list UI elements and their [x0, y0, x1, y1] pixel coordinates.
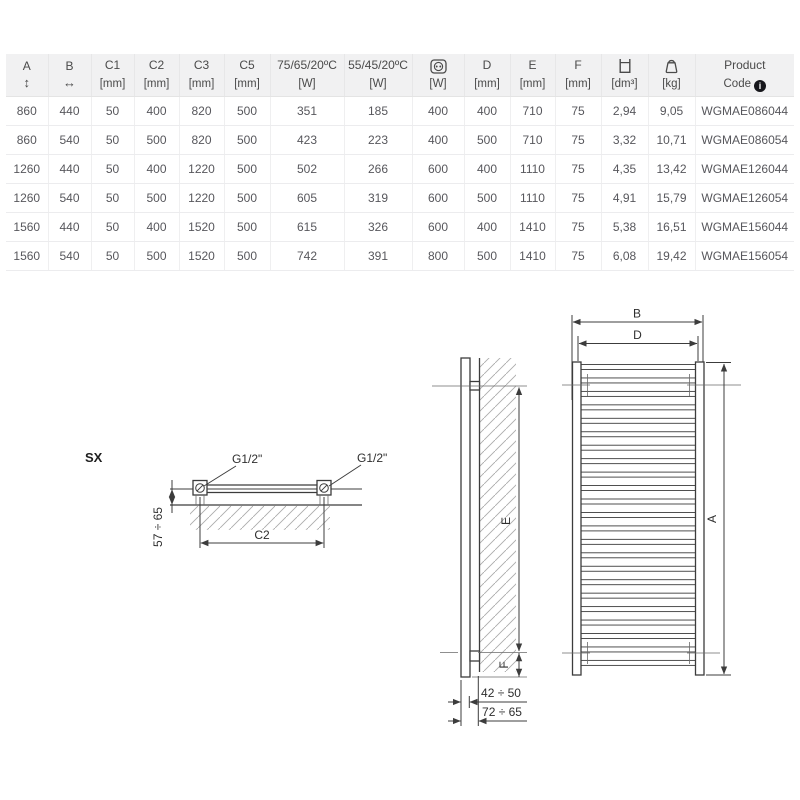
- left-rail: [573, 362, 582, 675]
- cell: 13,42: [648, 155, 695, 184]
- radiator-rung: [581, 580, 696, 585]
- wall-hatch: [480, 358, 517, 672]
- radiator-rung: [581, 634, 696, 639]
- cell: 75: [555, 213, 601, 242]
- cell: 500: [224, 97, 270, 126]
- cell: 2,94: [601, 97, 648, 126]
- cell: 540: [48, 184, 91, 213]
- a-dimension: A: [705, 514, 719, 524]
- cell: 1560: [6, 213, 48, 242]
- table-row: [6, 213, 794, 242]
- cell: 400: [134, 155, 179, 184]
- cell: 75: [555, 184, 601, 213]
- cell: 615: [270, 213, 344, 242]
- c2-dimension: C2: [254, 528, 270, 542]
- cell: 860: [6, 97, 48, 126]
- connection-size-label-right: G1/2": [357, 451, 388, 465]
- radiator-rung: [581, 526, 696, 531]
- cell: 540: [48, 126, 91, 155]
- cell: 400: [134, 97, 179, 126]
- cell: 391: [344, 242, 412, 271]
- cell: 1220: [179, 155, 224, 184]
- cell: WGMAE086054: [695, 126, 794, 155]
- cell: 19,42: [648, 242, 695, 271]
- radiator-rung: [581, 486, 696, 491]
- radiator-rung: [581, 365, 696, 370]
- cell: 50: [91, 242, 134, 271]
- radiator-rung: [581, 553, 696, 558]
- cell: 500: [134, 242, 179, 271]
- cell: 500: [464, 242, 510, 271]
- cell: 351: [270, 97, 344, 126]
- cell: 800: [412, 242, 464, 271]
- column-header-b: B ↔: [48, 54, 91, 97]
- cell: 1220: [179, 184, 224, 213]
- cell: 500: [224, 242, 270, 271]
- spec-table-container: [6, 54, 794, 271]
- radiator-rung: [581, 607, 696, 612]
- sx-label: SX: [85, 450, 103, 465]
- cell: 1260: [6, 155, 48, 184]
- cell: 3,32: [601, 126, 648, 155]
- wall-distance-dimension: 57 ÷ 65: [151, 507, 165, 547]
- cell: 1410: [510, 213, 555, 242]
- cell: 1260: [6, 184, 48, 213]
- cell: 502: [270, 155, 344, 184]
- cell: 500: [134, 126, 179, 155]
- cell: 50: [91, 97, 134, 126]
- cell: 1110: [510, 184, 555, 213]
- cell: 440: [48, 97, 91, 126]
- column-header-75-65-20-c: 75/65/20ºC [W]: [270, 54, 344, 97]
- info-icon: i: [754, 80, 766, 92]
- cell: 75: [555, 242, 601, 271]
- radiator-rung: [581, 472, 696, 477]
- radiator-rung: [581, 459, 696, 464]
- cell: 15,79: [648, 184, 695, 213]
- column-header-product: Product Code i: [695, 54, 794, 97]
- cell: 400: [464, 213, 510, 242]
- cell: 820: [179, 97, 224, 126]
- cell: 423: [270, 126, 344, 155]
- header-row: [6, 54, 794, 97]
- column-header-a: A ↕: [6, 54, 48, 97]
- radiator-rung: [581, 418, 696, 423]
- column-header-socket: [W]: [412, 54, 464, 97]
- cell: 1520: [179, 242, 224, 271]
- radiator-rung: [581, 512, 696, 517]
- wall-hatch: [190, 506, 330, 530]
- radiator-rung: [581, 620, 696, 625]
- cell: 4,91: [601, 184, 648, 213]
- cell: 440: [48, 155, 91, 184]
- cell: 4,35: [601, 155, 648, 184]
- table-header: [6, 54, 794, 97]
- cell: 400: [134, 213, 179, 242]
- cell: 710: [510, 97, 555, 126]
- cell: 75: [555, 155, 601, 184]
- cell: 1110: [510, 155, 555, 184]
- connection-size-label-left: G1/2": [232, 452, 263, 466]
- cell: 500: [224, 184, 270, 213]
- cell: 500: [224, 155, 270, 184]
- cell: WGMAE156054: [695, 242, 794, 271]
- radiator-rung: [581, 445, 696, 450]
- electric-socket-icon: [430, 59, 447, 74]
- column-header-c5: C5 [mm]: [224, 54, 270, 97]
- d-dimension: D: [633, 328, 642, 342]
- table-body: [6, 97, 794, 271]
- column-header-volume: [dm³]: [601, 54, 648, 97]
- cell: 319: [344, 184, 412, 213]
- e-dimension: E: [499, 516, 513, 526]
- column-header-e: E [mm]: [510, 54, 555, 97]
- cell: WGMAE126054: [695, 184, 794, 213]
- cell: 266: [344, 155, 412, 184]
- cell: 50: [91, 184, 134, 213]
- cell: 1560: [6, 242, 48, 271]
- cell: 500: [464, 184, 510, 213]
- column-header-c3: C3 [mm]: [179, 54, 224, 97]
- cell: 5,38: [601, 213, 648, 242]
- f-dimension: F: [497, 661, 511, 669]
- cell: 75: [555, 97, 601, 126]
- right-rail: [696, 362, 705, 675]
- cell: 50: [91, 155, 134, 184]
- water-volume-icon: [618, 58, 632, 74]
- radiator-rung: [581, 593, 696, 598]
- cell: 50: [91, 126, 134, 155]
- radiator-rung: [581, 539, 696, 544]
- cell: 1410: [510, 242, 555, 271]
- cell: WGMAE086044: [695, 97, 794, 126]
- cell: WGMAE126044: [695, 155, 794, 184]
- cell: 326: [344, 213, 412, 242]
- radiator-rung: [581, 378, 696, 383]
- cell: 742: [270, 242, 344, 271]
- cell: 400: [464, 97, 510, 126]
- column-header-c2: C2 [mm]: [134, 54, 179, 97]
- cell: 1520: [179, 213, 224, 242]
- width-arrow-icon: ↔: [63, 75, 76, 90]
- b-dimension: B: [632, 306, 642, 321]
- cell: 710: [510, 126, 555, 155]
- cell: 500: [224, 126, 270, 155]
- column-header-c1: C1 [mm]: [91, 54, 134, 97]
- radiator-rungs: [581, 365, 696, 666]
- column-header-f: F [mm]: [555, 54, 601, 97]
- radiator-rung: [581, 432, 696, 437]
- cell: 600: [412, 155, 464, 184]
- height-arrow-icon: ↕: [23, 75, 30, 90]
- cell: 400: [412, 97, 464, 126]
- cell: 16,51: [648, 213, 695, 242]
- cell: 9,05: [648, 97, 695, 126]
- cell: 500: [134, 184, 179, 213]
- radiator-rung: [581, 499, 696, 504]
- radiator-rung: [581, 391, 696, 396]
- column-header-d: D [mm]: [464, 54, 510, 97]
- table-row: [6, 97, 794, 126]
- cell: 820: [179, 126, 224, 155]
- cell: 223: [344, 126, 412, 155]
- radiator-side-profile: [461, 358, 470, 677]
- cell: 10,71: [648, 126, 695, 155]
- table-row: [6, 242, 794, 271]
- cell: 50: [91, 213, 134, 242]
- radiator-rung: [581, 566, 696, 571]
- table-row: [6, 184, 794, 213]
- technical-drawings: [0, 300, 800, 760]
- side-view-drawing: [432, 358, 527, 726]
- table-row: [6, 126, 794, 155]
- cell: 500: [224, 213, 270, 242]
- weight-icon: [663, 58, 680, 74]
- cell: 600: [412, 184, 464, 213]
- sx-top-view-drawing: [85, 450, 387, 548]
- cell: 185: [344, 97, 412, 126]
- depth-dimension-2: 72 ÷ 65: [482, 705, 522, 719]
- table-row: [6, 155, 794, 184]
- cell: 605: [270, 184, 344, 213]
- cell: 600: [412, 213, 464, 242]
- cell: WGMAE156044: [695, 213, 794, 242]
- column-header-weight: [kg]: [648, 54, 695, 97]
- front-view-drawing: [562, 307, 741, 676]
- radiator-rung: [581, 405, 696, 410]
- radiator-rung: [581, 660, 696, 665]
- cell: 540: [48, 242, 91, 271]
- cell: 860: [6, 126, 48, 155]
- cell: 75: [555, 126, 601, 155]
- radiator-spec-table: [6, 54, 794, 271]
- cell: 400: [464, 155, 510, 184]
- radiator-rung: [581, 647, 696, 652]
- cell: 500: [464, 126, 510, 155]
- depth-dimension-1: 42 ÷ 50: [481, 686, 521, 700]
- cell: 6,08: [601, 242, 648, 271]
- cell: 440: [48, 213, 91, 242]
- cell: 400: [412, 126, 464, 155]
- column-header-55-45-20-c: 55/45/20ºC [W]: [344, 54, 412, 97]
